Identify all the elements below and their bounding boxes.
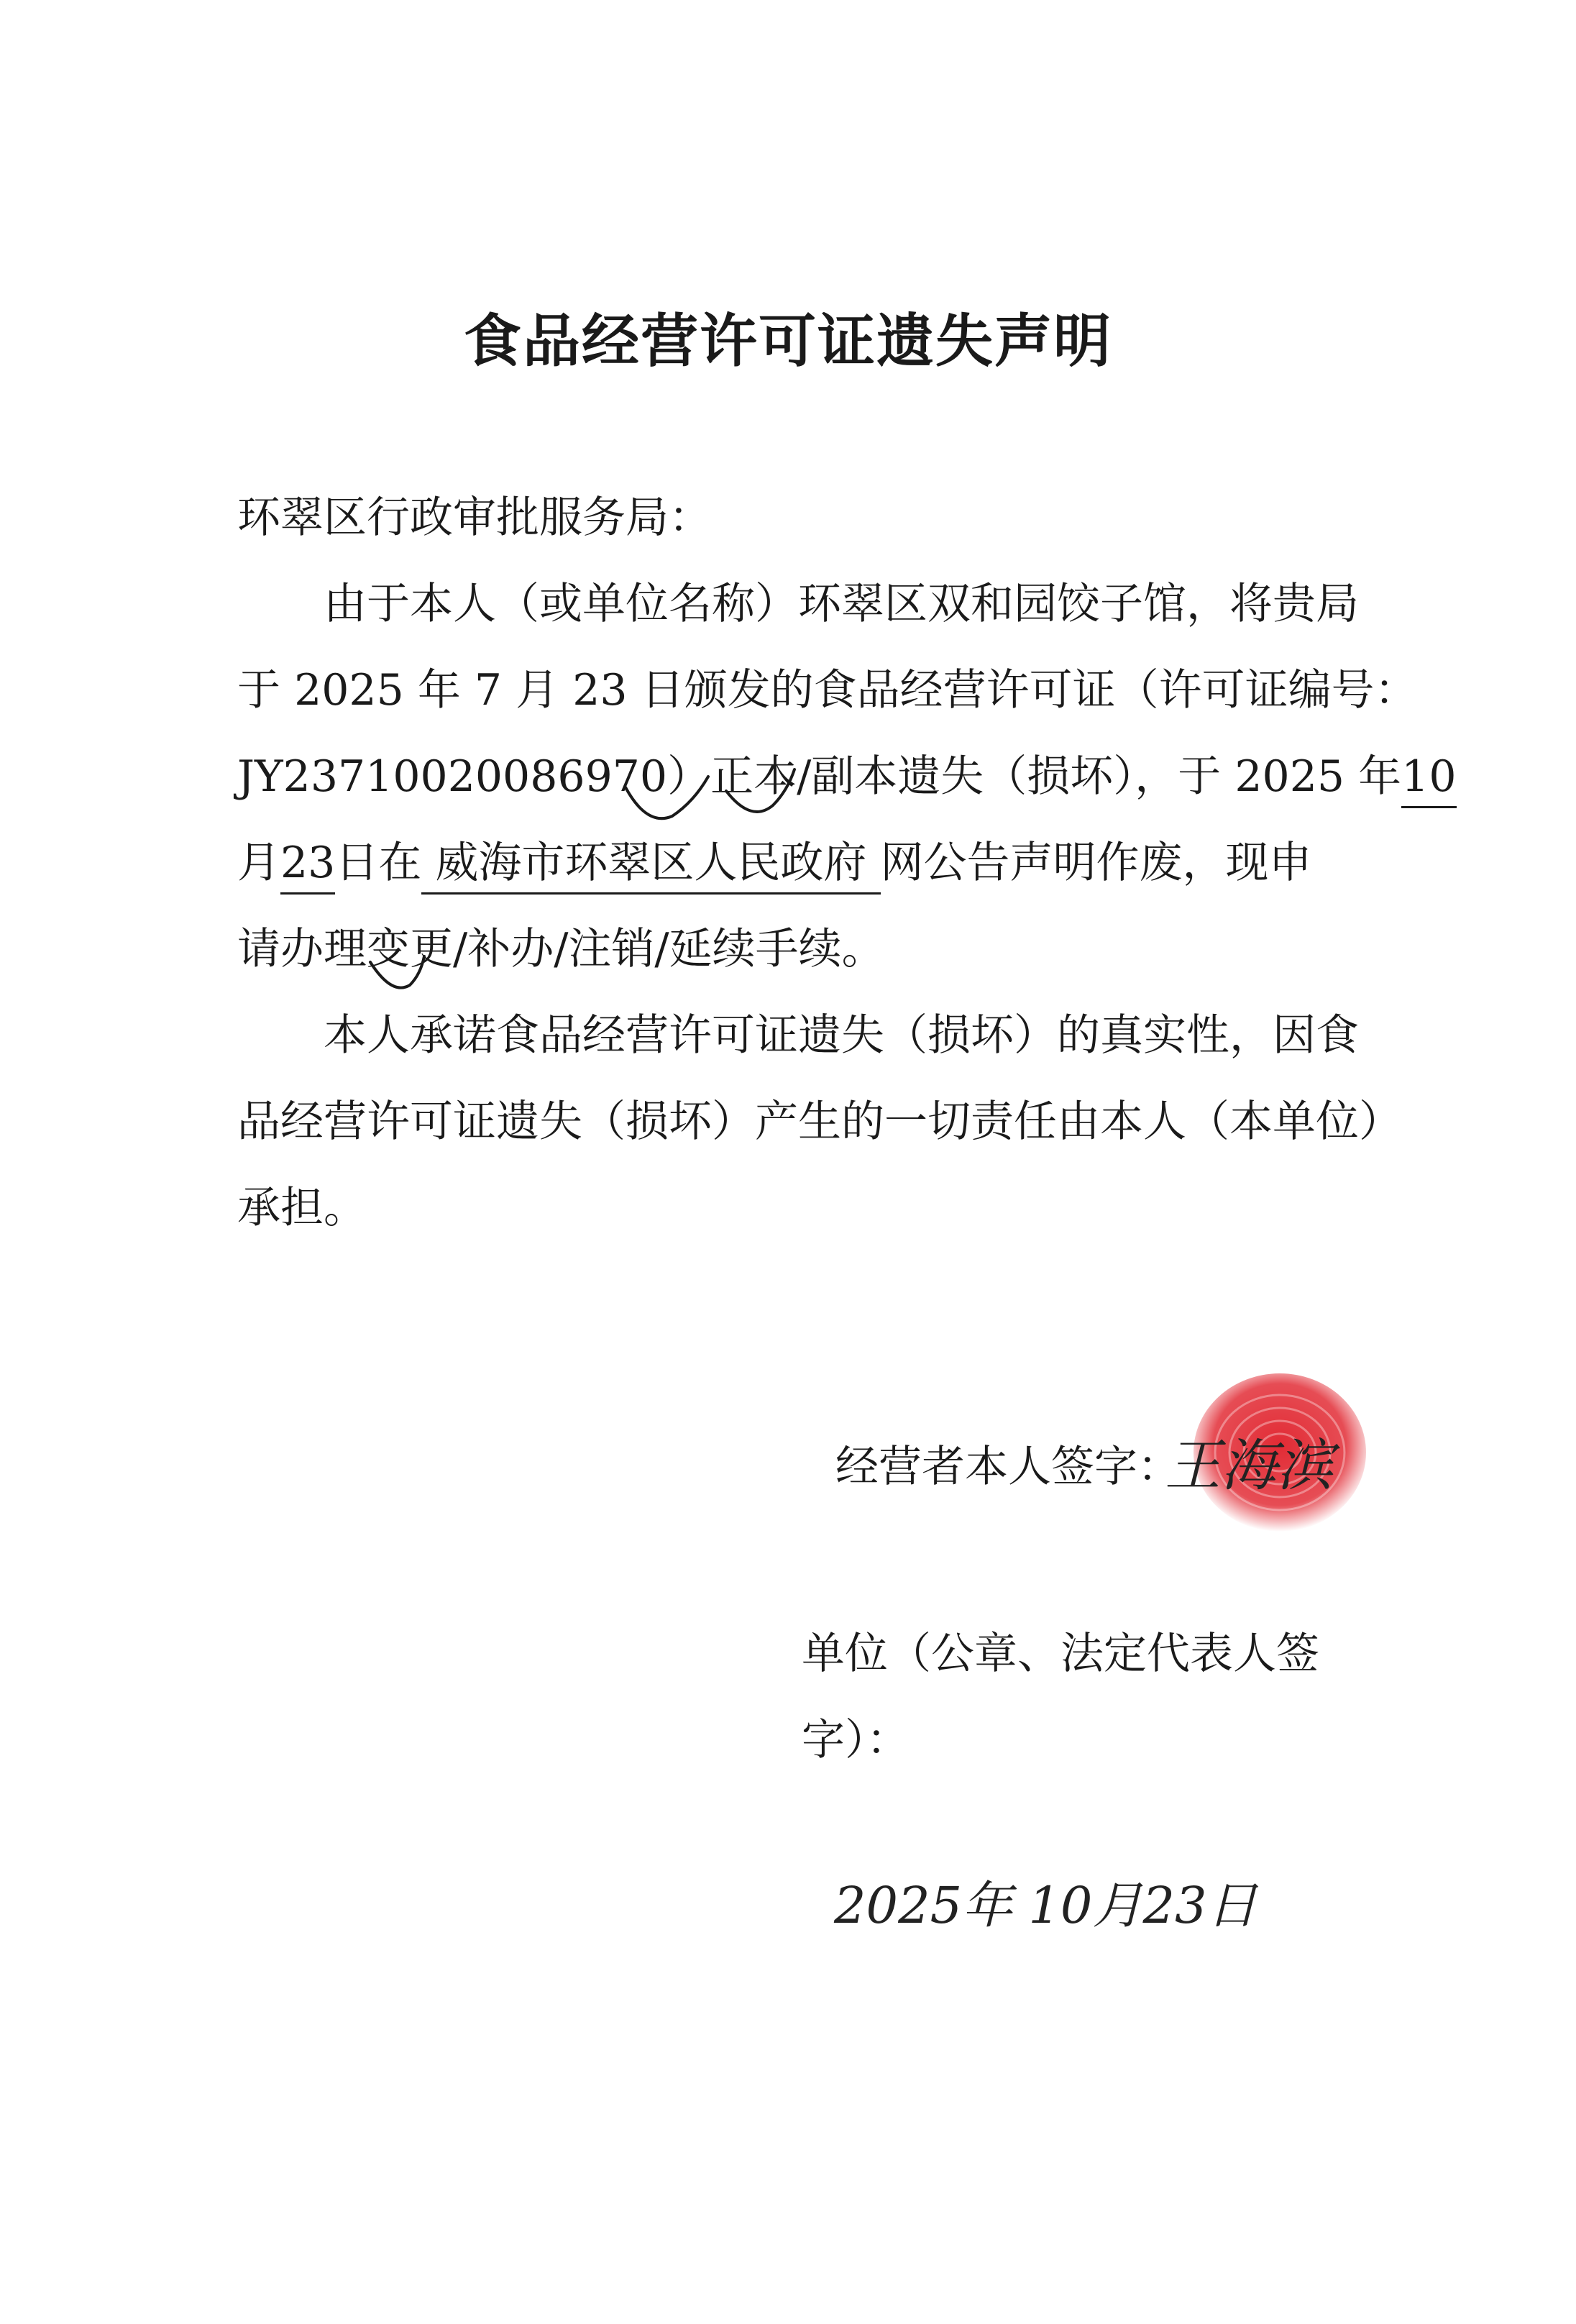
para2-line3: 承担。 [237, 1183, 367, 1233]
loss-day: 23 [280, 838, 335, 895]
para1-line3 [237, 751, 1457, 802]
addressee: 环翠区行政审批服务局： [237, 493, 712, 543]
document-title: 食品经营许可证遗失声明 [464, 308, 1112, 375]
unit-signature-label-line1: 单位（公章、法定代表人签 [802, 1629, 1319, 1679]
para1-line4-tail: 网公告声明作废，现申 [880, 838, 1312, 888]
para1-line5: 请办理变更/补办/注销/延续手续。 [237, 924, 885, 974]
operator-handwritten-signature: 王海滨 [1165, 1434, 1334, 1499]
month-char: 月 [237, 838, 280, 888]
para1-line2: 于 2025 年 7 月 23 日颁发的食品经营许可证（许可证编号： [237, 665, 1418, 715]
at-text: 日在 [335, 838, 422, 888]
para1-line4 [237, 838, 1312, 888]
announcement-place: 威海市环翠区人民政府 [421, 838, 880, 895]
handwritten-date: 2025年 10月23日 [834, 1876, 1257, 1935]
para2-line1: 本人承诺食品经营许可证遗失（损坏）的真实性，因食 [324, 1010, 1359, 1061]
para1-line3-text: JY23710020086970）正本/副本遗失（损坏），于 2025 年 [237, 751, 1402, 802]
loss-month: 10 [1401, 751, 1456, 808]
para1-line1: 由于本人（或单位名称）环翠区双和园饺子馆，将贵局 [324, 579, 1359, 629]
operator-signature-label: 经营者本人签字： [835, 1442, 1181, 1492]
unit-signature-label-line2: 字）： [802, 1715, 910, 1765]
para2-line2: 品经营许可证遗失（损坏）产生的一切责任由本人（本单位） [237, 1097, 1402, 1147]
